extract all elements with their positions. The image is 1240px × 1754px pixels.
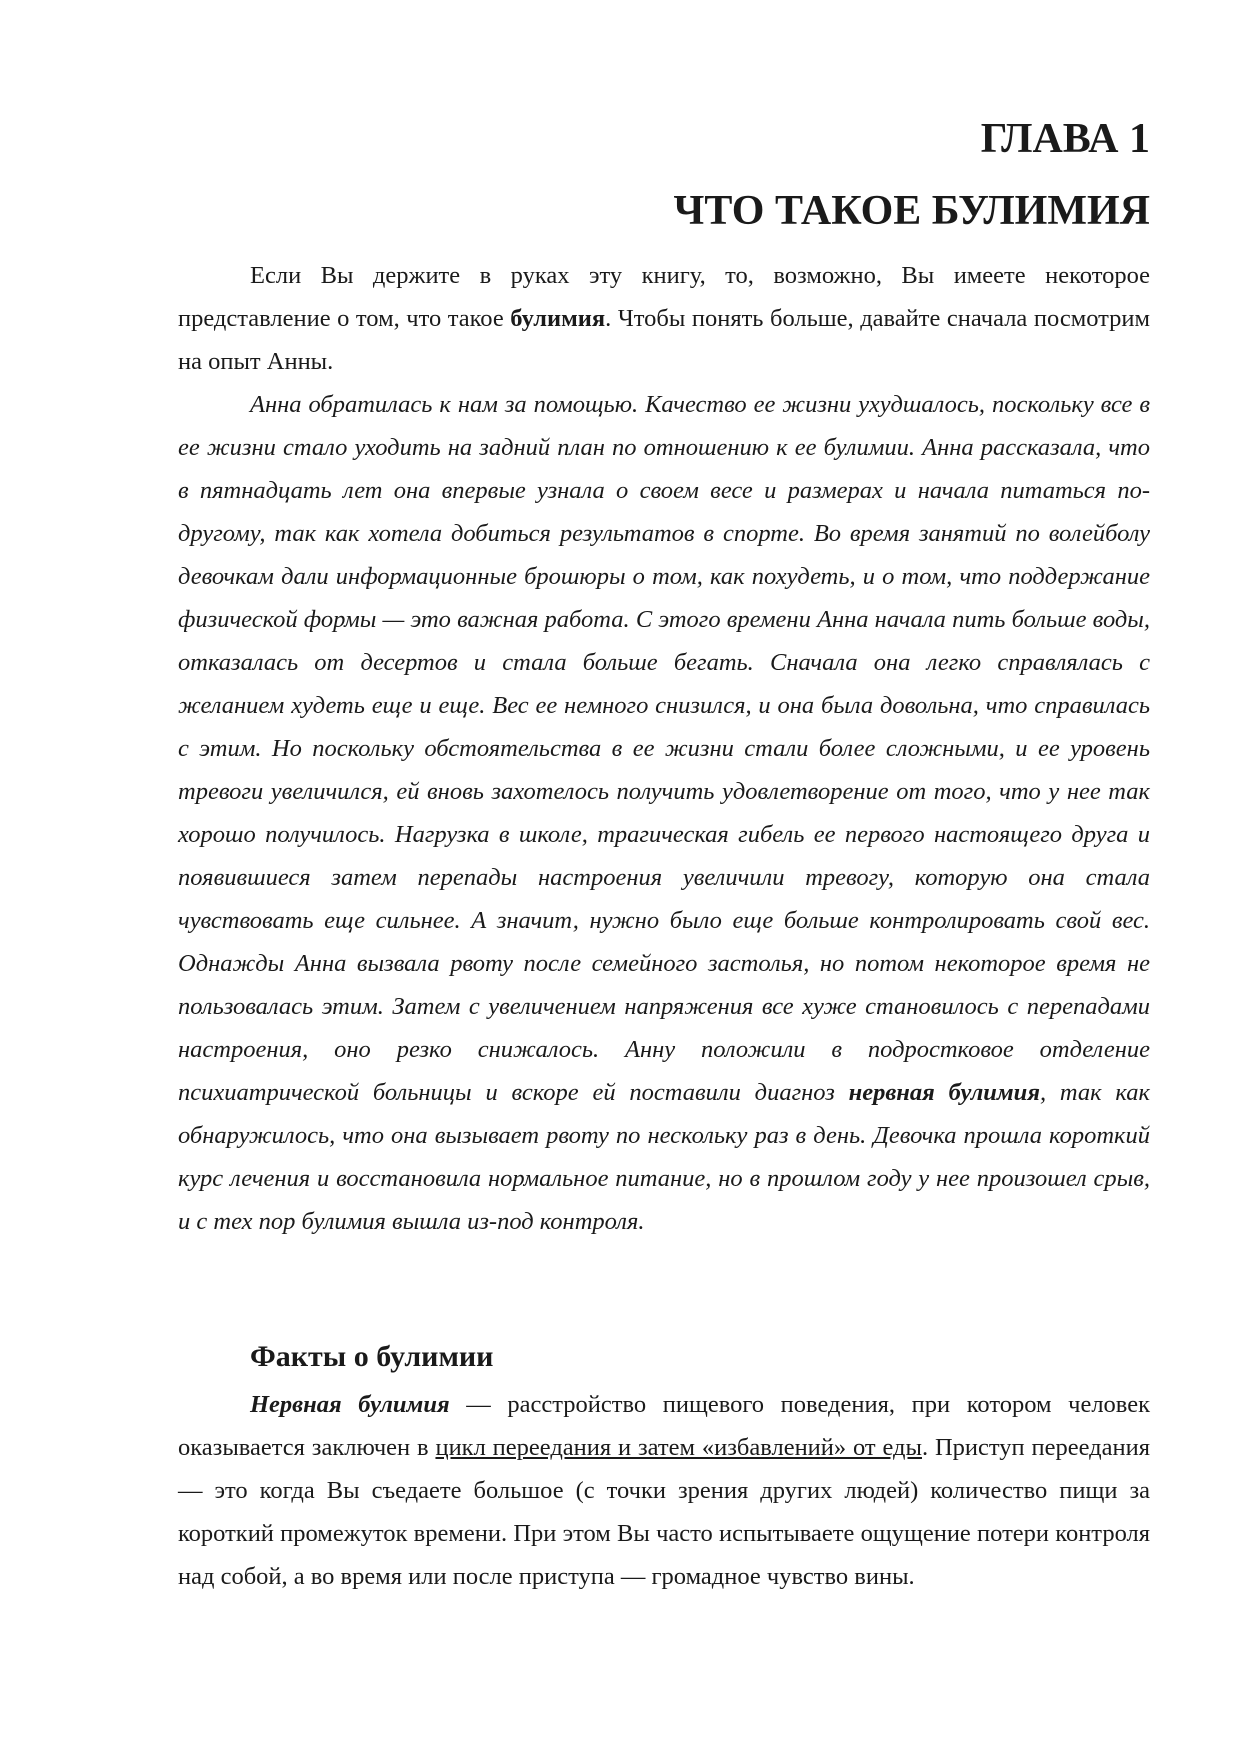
facts-underlined-cycle: цикл переедания и затем «избавлений» от еды (435, 1434, 922, 1461)
chapter-title: ЧТО ТАКОЕ БУЛИМИЯ (673, 188, 1150, 234)
story-text-after: , так как обнаружилось, что она вызывает рвоту по нескольку раз в день. Девочка прошла короткий курс лечения и восстановила нормальное питание, но в прошлом году у нее произошел срыв, и с тех пор булимия вышла из-под контроля. (178, 1079, 1150, 1235)
facts-text-part2: . Приступ переедания — это когда Вы съедаете большое (с точки зрения других людей) количество пищи за короткий промежуток времени. При этом Вы часто испытываете ощущение потери контроля над собой, а во время или после приступа — громадное чувство вины. (178, 1434, 1150, 1590)
chapter-number: ГЛАВА 1 (980, 116, 1150, 162)
intro-text-before: Если Вы держите в руках эту книгу, то, возможно, Вы имеете некоторое представление о том, что такое (178, 262, 1150, 332)
anna-story-paragraph (178, 383, 1150, 1243)
intro-term-bulimia: булимия (510, 305, 606, 332)
intro-paragraph (178, 254, 1150, 383)
intro-text-after: . Чтобы понять больше, давайте сначала посмотрим на опыт Анны. (178, 305, 1150, 375)
facts-text-part1: — расстройство пищевого поведения, при котором человек оказывается заключен в (178, 1391, 1150, 1461)
section-heading-facts: Факты о булимии (250, 1340, 494, 1373)
facts-paragraph (178, 1383, 1150, 1598)
facts-term-bulimia-nervosa: Нервная булимия (250, 1391, 450, 1418)
story-term-bulimia-nervosa: нервная булимия (848, 1079, 1040, 1106)
story-text-before: Анна обратилась к нам за помощью. Качество ее жизни ухудшалось, поскольку все в ее жизни стало уходить на задний план по отношению к ее булимии. Анна рассказала, что в пятнадцать лет она впервые узнала о своем весе и размерах и начала питаться по-другому, так как хотела добиться результатов в спорте. Во время занятий по волейболу девочкам дали информационные брошюры о том, как похудеть, и о том, что поддержание физической формы — это важная работа. С этого времени Анна начала пить больше воды, отказалась от десертов и стала больше бегать. Сначала она легко справлялась с желанием худеть еще и еще. Вес ее немного снизился, и она была довольна, что справилась с этим. Но поскольку обстоятельства в ее жизни стали более сложными, и ее уровень тревоги увеличился, ей вновь захотелось получить удовлетворение от того, что у нее так хорошо получилось. Нагрузка в школе, трагическая гибель ее первого настоящего друга и появившиеся затем перепады настроения увеличили тревогу, которую она стала чувствовать еще сильнее. А значит, нужно было еще больше контролировать свой вес. Однажды Анна вызвала рвоту после семейного застолья, но потом некоторое время не пользовалась этим. Затем с увеличением напряжения все хуже становилось с перепадами настроения, оно резко снижалось. Анну положили в подростковое отделение психиатрической больницы и вскоре ей поставили диагноз (178, 391, 1150, 1106)
